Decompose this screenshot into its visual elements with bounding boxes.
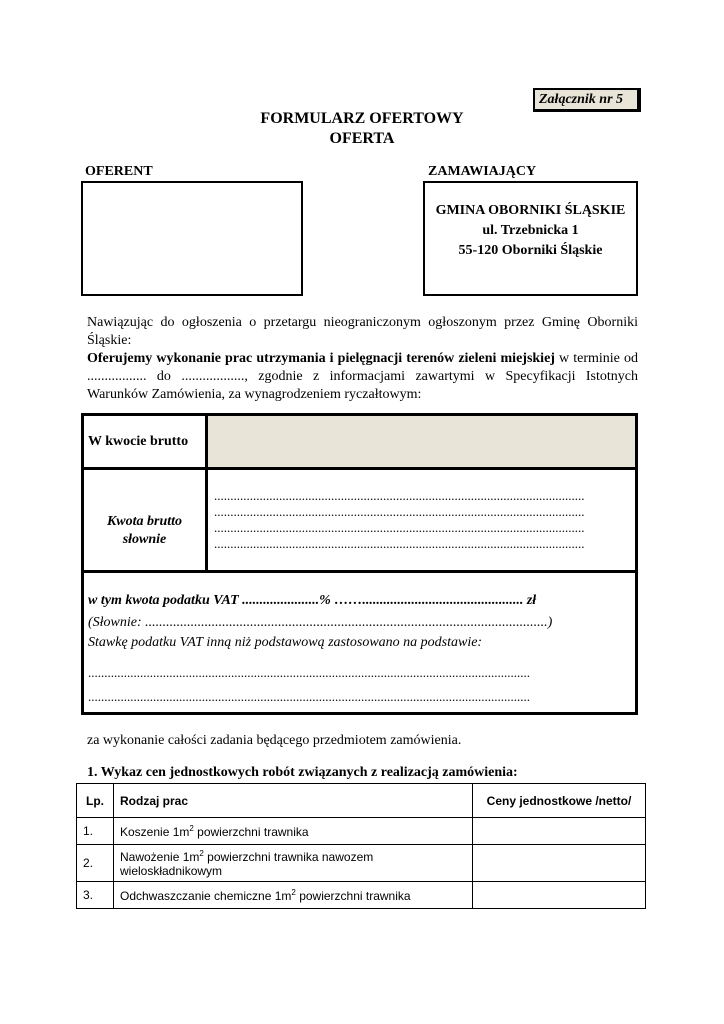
zamawiajacy-name: GMINA OBORNIKI ŚLĄSKIE <box>435 203 626 218</box>
intro-offer-bold: Oferujemy wykonanie prac utrzymania i pielęgnacji terenów zieleni miejskiej <box>87 351 555 366</box>
unit-price-table <box>76 783 646 909</box>
slownie-input[interactable] <box>208 470 635 573</box>
oferent-label: OFERENT <box>85 164 153 179</box>
after-text: za wykonanie całości zadania będącego przedmiotem zamówienia. <box>87 733 462 748</box>
intro-paragraph <box>87 314 638 404</box>
price-box <box>81 413 638 715</box>
vat-line: w tym kwota podatku VAT ......................% …….............................................. zł <box>88 593 537 608</box>
zamawiajacy-label: ZAMAWIAJĄCY <box>428 164 537 179</box>
section-title: 1. Wykaz cen jednostkowych robót związanych z realizacją zamówienia: <box>87 765 518 780</box>
vat-basis-label: Stawkę podatku VAT inną niż podstawową zastosowano na podstawie: <box>88 635 483 650</box>
row-lp: 3. <box>77 882 114 909</box>
header-rodzaj: Rodzaj prac <box>114 784 473 818</box>
row-rodzaj: Odchwaszczanie chemiczne $1m^2$ powierzchni trawnika <box>114 882 473 909</box>
row-price-input[interactable] <box>473 882 646 909</box>
brutto-input[interactable] <box>208 416 635 470</box>
row-price-input[interactable] <box>473 818 646 845</box>
row-price-input[interactable] <box>473 845 646 882</box>
dot-line: .................................................................................................................. <box>214 488 585 503</box>
vat-section[interactable] <box>88 591 633 707</box>
brutto-label: W kwocie brutto <box>84 416 208 470</box>
row-rodzaj: Koszenie $1m^2$ powierzchni trawnika <box>114 818 473 845</box>
row-rodzaj: Nawożenie $1m^2$ powierzchni trawnika nawozem wieloskładnikowym <box>114 845 473 882</box>
form-title: FORMULARZ OFERTOWY <box>260 110 464 127</box>
intro-line: Nawiązując do ogłoszenia o przetargu nieograniczonym ogłoszonym przez Gminę Oborniki Śląskie: <box>87 315 638 348</box>
dot-line: .................................................................................................................. <box>214 504 585 519</box>
row-lp: 1. <box>77 818 114 845</box>
intro-offer-rest: w terminie od ................. do .................., zgodnie z informacjami zawartymi w Specyfikacji Istotnych Warunków Zamówienia, za wynagrodzeniem ryczałtowym: <box>87 351 638 402</box>
basis-line: ........................................................................................................................................ <box>88 689 530 704</box>
zamawiajacy-box <box>423 181 638 296</box>
zamawiajacy-city: 55-120 Oborniki Śląskie <box>458 243 603 258</box>
table-row <box>77 845 646 882</box>
table-row <box>77 882 646 909</box>
vat-slownie-line: (Słownie: ...................................................................................................................) <box>88 615 553 630</box>
form-subtitle: OFERTA <box>329 130 395 147</box>
dot-line: .................................................................................................................. <box>214 520 585 535</box>
header-ceny: Ceny jednostkowe /netto/ <box>473 784 646 818</box>
header-lp: Lp. <box>77 784 114 818</box>
basis-line: ........................................................................................................................................ <box>88 665 530 680</box>
oferent-box[interactable] <box>81 181 303 296</box>
row-lp: 2. <box>77 845 114 882</box>
zamawiajacy-street: ul. Trzebnicka 1 <box>482 223 579 238</box>
slownie-label: Kwota brutto słownie <box>84 470 208 573</box>
table-header-row <box>77 784 646 818</box>
attachment-label: Załącznik nr 5 <box>533 88 641 112</box>
dot-line: .................................................................................................................. <box>214 536 585 551</box>
table-row <box>77 818 646 845</box>
